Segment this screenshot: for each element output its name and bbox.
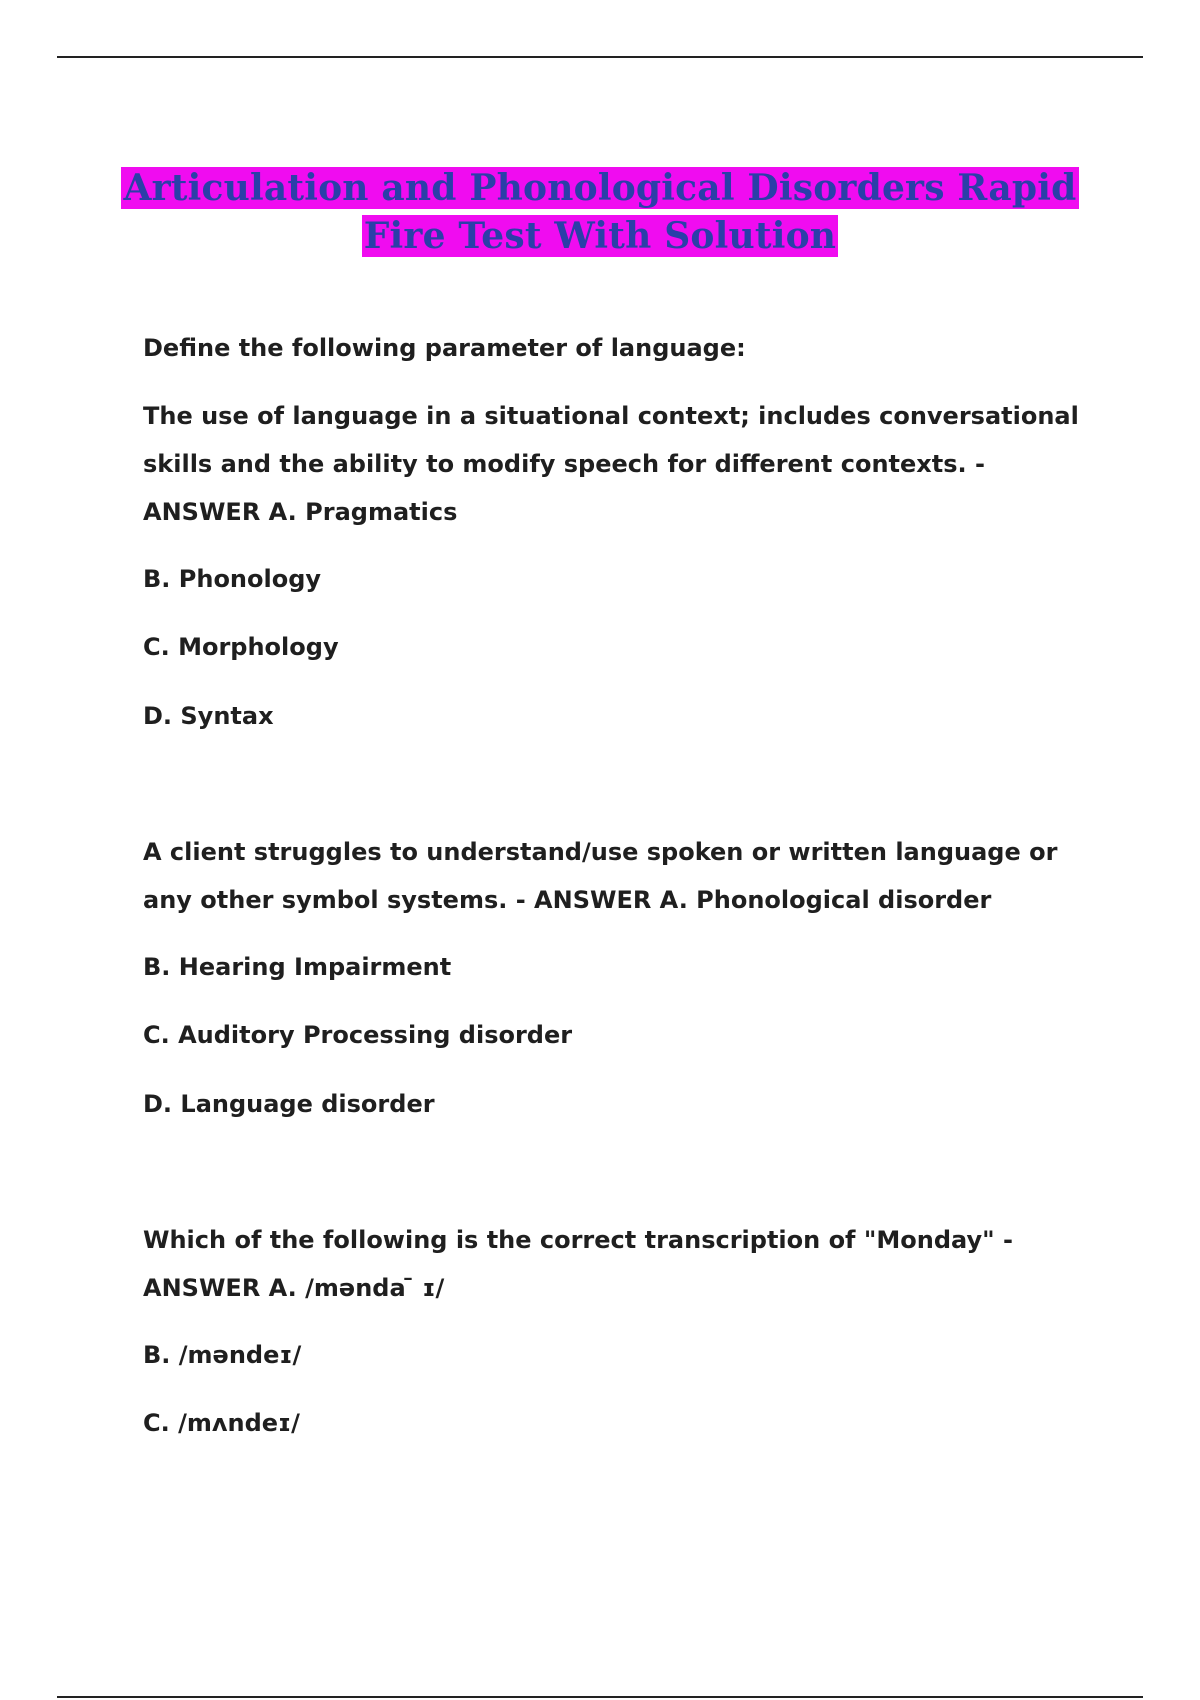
document-title: Articulation and Phonological Disorders Rapid Fire Test With Solution: [123, 167, 1077, 258]
question-1-stem: The use of language in a situational context; includes conversational skills and the ability to modify speech for different contexts. - ANSWER A. Pragmatics: [143, 402, 1079, 526]
header-rule: [57, 56, 1143, 58]
question-1-option-b: B. Phonology: [143, 565, 322, 593]
footer-rule: [57, 1696, 1143, 1698]
question-3-stem-block: [143, 1216, 1103, 1312]
question-1-option-d: D. Syntax: [143, 702, 274, 730]
question-2-stem-block: [143, 828, 1103, 924]
question-2-option-c: C. Auditory Processing disorder: [143, 1021, 573, 1049]
question-3-option-c: C. /mʌndeɪ/: [143, 1409, 300, 1437]
question-3-stem: Which of the following is the correct transcription of "Monday" - ANSWER A. /mənda ̄ ɪ/: [143, 1226, 1013, 1302]
question-2-option-b: B. Hearing Impairment: [143, 953, 452, 981]
question-1-prompt: Define the following parameter of language:: [143, 334, 746, 362]
question-2-option-d: D. Language disorder: [143, 1090, 435, 1118]
question-2-stem: A client struggles to understand/use spoken or written language or any other symbol systems. - ANSWER A. Phonological disorder: [143, 838, 1058, 914]
question-3-option-b: B. /məndeɪ/: [143, 1341, 302, 1369]
question-1-option-c: C. Morphology: [143, 633, 339, 661]
question-1-stem-block: [143, 392, 1103, 536]
